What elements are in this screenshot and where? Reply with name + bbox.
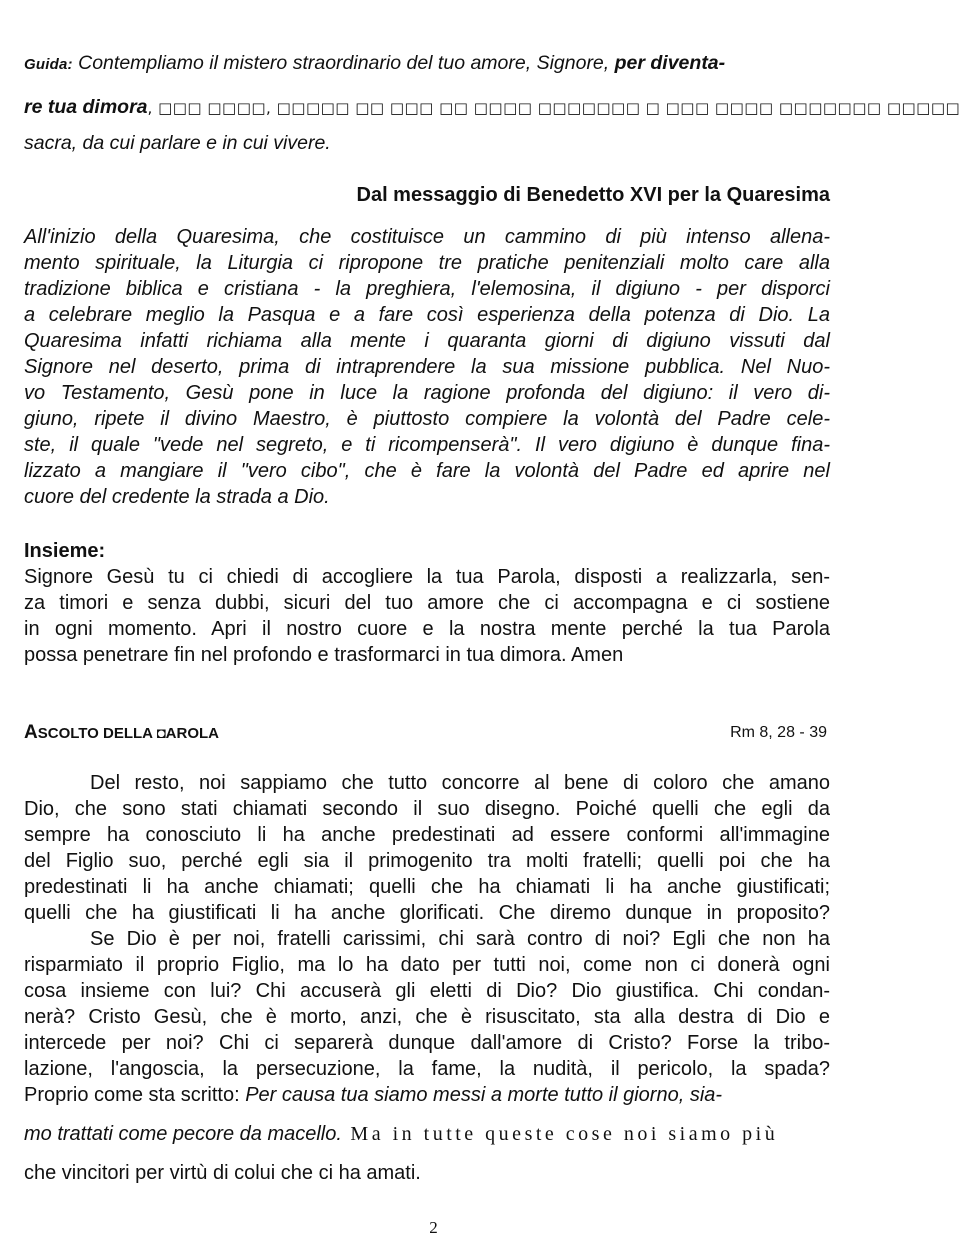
- reading-quote-end: mo trattati come pecore da macello.: [24, 1123, 342, 1145]
- reading-line: risparmiato il proprio Figlio, ma lo ha dato per tutti noi, come non ci donerà ogni: [24, 954, 830, 976]
- guida-line-3: sacra, da cui parlare e in cui vivere.: [24, 132, 331, 154]
- reading-text: Proprio come sta scritto:: [24, 1084, 246, 1106]
- reading-line: Del resto, noi sappiamo che tutto concorre al bene di coloro che amano: [90, 772, 830, 794]
- reading-line: intercede per noi? Chi ci separerà dunque dall'amore di Cristo? Forse la tribo-: [24, 1032, 830, 1054]
- scripture-reference: Rm 8, 28 - 39: [730, 724, 827, 741]
- message-line: mento spirituale, la Liturgia ci ripropone tre pratiche penitenziali molto care alla: [24, 252, 830, 274]
- reading-line: Dio, che sono stati chiamati secondo il suo disegno. Poiché quelli che egli da: [24, 798, 830, 820]
- reading-last-line: che vincitori per virtù di colui che ci ha amati.: [24, 1162, 421, 1184]
- guida-text: Contempliamo il mistero straordinario del tuo amore, Signore,: [78, 52, 610, 74]
- insieme-heading: Insieme:: [24, 540, 106, 562]
- message-line: a celebrare meglio la Pasqua e a fare così esperienza della potenza di Dio. La: [24, 304, 830, 326]
- message-line: tradizione biblica e cristiana - la preghiera, l'elemosina, il digiuno - per disporci: [24, 278, 830, 300]
- reading-line: del Figlio suo, perché egli sia il primogenito tra molti fratelli; quelli poi che ha: [24, 850, 830, 872]
- message-line: cuore del credente la strada a Dio.: [24, 486, 330, 508]
- reading-line: nerà? Cristo Gesù, che è morto, anzi, che è risuscitato, sta alla destra di Dio e: [24, 1006, 830, 1028]
- page-number: 2: [429, 1218, 438, 1237]
- reading-line: sempre ha conosciuto li ha anche predestinati ad essere conformi all'immagine: [24, 824, 830, 846]
- reading-spaced-text: Ma in tutte queste cose noi siamo più: [341, 1123, 779, 1145]
- message-line: Quaresima infatti richiama alla mente i quaranta giorni di digiuno vissuti dal: [24, 330, 830, 352]
- ascolto-heading: [24, 722, 219, 744]
- message-line: All'inizio della Quaresima, che costituisce un cammino di più intenso allena-: [24, 226, 830, 248]
- ascolto-heading-initial: A: [24, 722, 38, 743]
- message-line: vo Testamento, Gesù pone in luce la ragione profonda del digiuno: il vero di-: [24, 382, 830, 404]
- guida-line-2: [24, 94, 960, 121]
- guida-garbled-text: , □□□ □□□□, □□□□□ □□ □□□ □□ □□□□ □□□□□□□ □ □□□ □□□□ □□□□□□□ □□□□□: [147, 99, 960, 117]
- guida-bold-text: per diventa-: [614, 52, 726, 74]
- ascolto-heading-parola: ◘AROLA: [156, 725, 220, 742]
- reading-line: cosa insieme con lui? Chi accuserà gli eletti di Dio? Dio giustifica. Chi condan-: [24, 980, 830, 1002]
- reading-quote: Per causa tua siamo messi a morte tutto il giorno, sia-: [245, 1084, 723, 1106]
- reading-line: Se Dio è per noi, fratelli carissimi, chi sarà contro di noi? Egli che non ha: [90, 928, 830, 950]
- reading-line-quote: [24, 1082, 830, 1108]
- message-line: giuno, ripete il divino Maestro, è piuttosto compiere la volontà del Padre cele-: [24, 408, 830, 430]
- guida-bold-text-2: re tua dimora: [24, 96, 148, 118]
- reading-line-quote-end: [24, 1121, 830, 1147]
- message-line: lizzato a mangiare il "vero cibo", che è fare la volontà del Padre ed aprire nel: [24, 460, 830, 482]
- message-line: Signore nel deserto, prima di intraprendere la sua missione pubblica. Nel Nuo-: [24, 356, 830, 378]
- guida-label: Guida:: [24, 56, 73, 73]
- insieme-line: possa penetrare fin nel profondo e trasformarci in tua dimora. Amen: [24, 644, 624, 666]
- ascolto-heading-rest: SCOLTO DELLA: [37, 725, 157, 742]
- guida-line-1: [24, 50, 830, 78]
- insieme-line: Signore Gesù tu ci chiedi di accogliere la tua Parola, disposti a realizzarla, sen-: [24, 566, 830, 588]
- message-line: ste, il quale "vede nel segreto, e ti ricompenserà". Il vero digiuno è dunque fina-: [24, 434, 830, 456]
- reading-line: quelli che ha giustificati li ha anche glorificati. Che diremo dunque in proposito?: [24, 902, 830, 924]
- reading-line: predestinati li ha anche chiamati; quelli che ha chiamati li ha anche giustificati;: [24, 876, 830, 898]
- insieme-line: za timori e senza dubbi, sicuri del tuo amore che ci accompagna e ci sostiene: [24, 592, 830, 614]
- reading-line: lazione, l'angoscia, la persecuzione, la fame, la nudità, il pericolo, la spada?: [24, 1058, 830, 1080]
- message-title: Dal messaggio di Benedetto XVI per la Quaresima: [356, 184, 830, 206]
- insieme-line: in ogni momento. Apri il nostro cuore e la nostra mente perché la tua Parola: [24, 618, 830, 640]
